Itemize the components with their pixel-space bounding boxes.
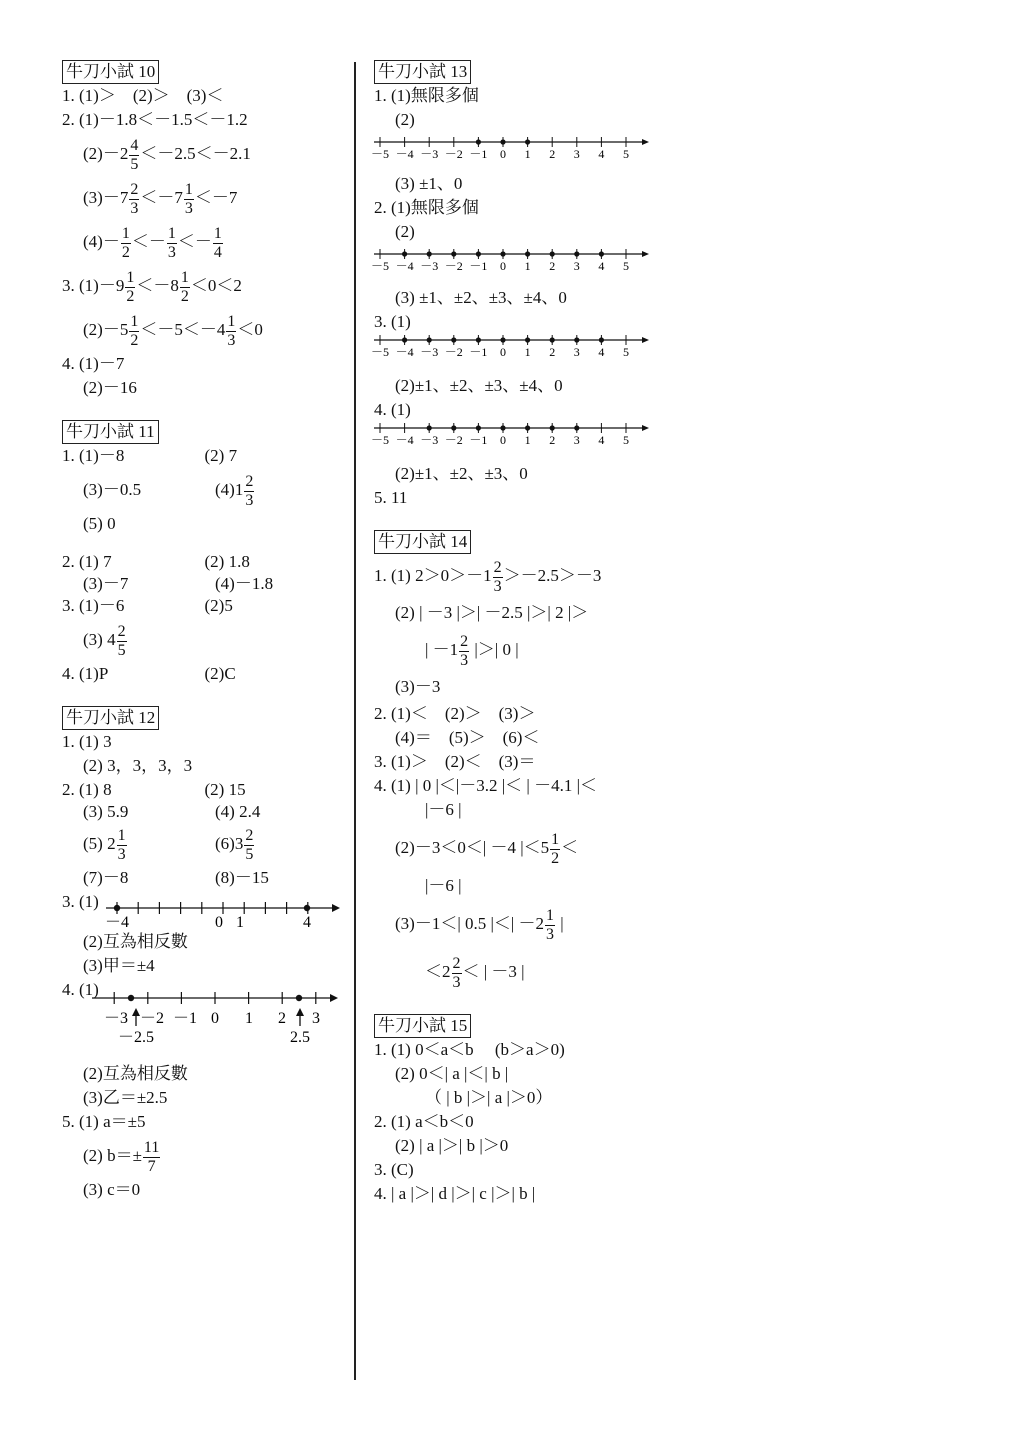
fraction [550, 831, 560, 868]
denominator: 4 [213, 243, 222, 261]
text: |＞| 0 | [470, 640, 519, 659]
tick-label: －5 [370, 345, 390, 359]
tick-label: 2 [549, 259, 556, 273]
tick-label: 4 [303, 914, 311, 931]
numerator: 2 [460, 632, 469, 650]
tick-label: －3 [103, 1010, 129, 1027]
text: ＜－5＜－4 [140, 320, 226, 339]
q11-row [62, 468, 347, 512]
tick-label: 2 [549, 433, 556, 447]
tick-label: 0 [500, 259, 506, 273]
cell: 1. (1)－8 [62, 446, 125, 465]
point [550, 337, 555, 342]
point [451, 425, 456, 430]
tick-label: －2 [139, 1010, 165, 1027]
tick-label: 0 [500, 345, 506, 359]
tick-label: －1 [469, 433, 488, 447]
text: ＜0 [237, 320, 263, 339]
tick-label: 1 [236, 914, 244, 931]
cell: (2) 7 [204, 446, 238, 465]
q11-row [62, 550, 347, 574]
point [402, 337, 407, 342]
q14-a2b: (4)＝ (5)＞ (6)＜ [395, 728, 540, 747]
point [500, 337, 505, 342]
cell: (2)5 [204, 596, 233, 615]
text: ＜－7 [140, 188, 183, 207]
text: ＜2 [425, 962, 451, 981]
q10-answer-2-2 [62, 132, 347, 176]
numerator: 1 [551, 830, 560, 848]
quiz-10 [62, 60, 347, 400]
q12-line: (2) 3，3，3，3 [83, 756, 193, 775]
text: ＜0＜2 [190, 276, 242, 295]
tick-label: －4 [395, 433, 414, 447]
quiz-15 [374, 1014, 664, 1206]
tick-label: 5 [623, 147, 629, 161]
numerator: 11 [143, 1138, 160, 1156]
q10-answer-1: 1. (1)＞ (2)＞ (3)＜ [62, 86, 224, 105]
quiz-11-title: 牛刀小試 11 [62, 420, 159, 444]
q14-a4-3 [374, 898, 664, 950]
q13-number-line-4 [370, 422, 664, 452]
fraction [125, 269, 135, 306]
tick-label: 1 [524, 433, 531, 447]
denominator: 3 [184, 199, 193, 217]
cell: (3)－7 [83, 574, 129, 593]
text: (3)－7 [83, 188, 129, 207]
denominator: 5 [117, 641, 126, 659]
tick-label: 2 [549, 345, 556, 359]
cell: 3. (1)－6 [62, 596, 125, 615]
q12-line: 1. (1) 3 [62, 732, 112, 751]
tick-label: －3 [420, 147, 439, 161]
numerator: 2 [117, 622, 126, 640]
q13-a2-2: (2) [395, 222, 415, 241]
point [296, 995, 302, 1001]
point [114, 905, 120, 911]
q12-row [62, 802, 347, 822]
q13-a4-2: (2)±1、±2、±3、0 [395, 464, 528, 483]
numerator: 1 [213, 224, 222, 242]
q15-a4: 4. | a |＞| d |＞| c |＞| b | [374, 1184, 536, 1203]
cell [215, 468, 347, 512]
q12-q4-3: (3)乙＝±2.5 [83, 1088, 168, 1107]
text: (2)－5 [83, 320, 129, 339]
cell [215, 822, 347, 866]
tick-label: 4 [598, 259, 605, 273]
q14-a4-3b [374, 950, 664, 994]
point [427, 425, 432, 430]
tick-label: 3 [573, 259, 580, 273]
q13-a1: 1. (1)無限多個 [374, 86, 479, 105]
point [550, 251, 555, 256]
tick-label: －2 [444, 259, 463, 273]
tick-label: －2 [444, 345, 463, 359]
numerator: 1 [180, 268, 189, 286]
numerator: 2 [452, 954, 461, 972]
fraction [493, 559, 503, 596]
q13-a5: 5. 11 [374, 488, 408, 507]
q11-row [62, 574, 347, 594]
tick-label: 4 [598, 345, 605, 359]
fraction [143, 1139, 160, 1176]
tick-label: －4 [395, 345, 414, 359]
tick-label: －5 [370, 259, 390, 273]
tick-label: 1 [524, 147, 531, 161]
tick-label: －2 [444, 433, 463, 447]
point [599, 251, 604, 256]
fraction [184, 181, 194, 218]
fraction [213, 225, 223, 262]
denominator: 3 [460, 651, 469, 669]
fraction [129, 181, 139, 218]
fraction [244, 827, 254, 864]
point [525, 337, 530, 342]
quiz-13 [370, 60, 664, 510]
q10-answer-3-1 [62, 264, 347, 308]
q12-q3-label: 3. (1) [62, 892, 99, 911]
denominator: 3 [130, 199, 139, 217]
tick-label: 3 [573, 345, 580, 359]
denominator: 2 [180, 287, 189, 305]
tick-label: －1 [469, 345, 488, 359]
q10-answer-2-3 [62, 176, 347, 220]
tick-label: 5 [623, 345, 629, 359]
fraction [117, 827, 127, 864]
numerator: 2 [493, 558, 502, 576]
fraction [121, 225, 131, 262]
tick-label: －1 [172, 1010, 198, 1027]
quiz-12-title: 牛刀小試 12 [62, 706, 159, 730]
point [128, 995, 134, 1001]
point [476, 425, 481, 430]
cell: 2. (1) 8 [62, 780, 112, 799]
q11-row: (5) 0 [83, 514, 116, 533]
tick-label: 3 [573, 147, 580, 161]
denominator: 7 [147, 1157, 156, 1175]
point [476, 337, 481, 342]
q15-a1-2: (2) 0＜| a |＜| b | [395, 1064, 509, 1083]
text: (3) 4 [83, 630, 116, 649]
q11-row [62, 662, 347, 686]
tick-label: －4 [395, 259, 414, 273]
q15-a1-3: （ | b |＞| a |＞0） [425, 1088, 553, 1107]
q14-a4-2b: |－6 | [425, 876, 462, 895]
q12-q3-3: (3)甲＝±4 [83, 956, 155, 975]
tick-label: 3 [312, 1010, 320, 1027]
tick-label: 0 [500, 433, 506, 447]
q12-row [62, 822, 347, 866]
q10-answer-3-2 [62, 308, 347, 352]
point [525, 251, 530, 256]
quiz-13-title: 牛刀小試 13 [374, 60, 471, 84]
point [451, 337, 456, 342]
numerator: 2 [130, 180, 139, 198]
text: 1. (1) 2＞0＞－1 [374, 566, 492, 585]
cell: (3) 5.9 [83, 802, 129, 821]
tick-label: 1 [245, 1010, 253, 1027]
cell: (2) 15 [204, 780, 246, 799]
q12-q5-1: 5. (1) a＝±5 [62, 1112, 146, 1131]
denominator: 2 [130, 331, 139, 349]
q14-a4-2 [374, 822, 664, 874]
tick-label: 1 [524, 259, 531, 273]
numerator: 1 [167, 224, 176, 242]
tick-label: 2 [549, 147, 556, 161]
point [500, 139, 505, 144]
quiz-11 [62, 420, 347, 686]
q12-q4-2: (2)互為相反數 [83, 1064, 188, 1083]
q13-a2: 2. (1)無限多個 [374, 198, 479, 217]
point [427, 251, 432, 256]
point [525, 139, 530, 144]
denominator: 5 [130, 155, 139, 173]
numerator: 1 [126, 268, 135, 286]
cell: (8)－15 [215, 868, 269, 887]
text: ＜－7 [194, 188, 238, 207]
q12-row [62, 778, 347, 802]
tick-label: 1 [524, 345, 531, 359]
point [304, 905, 310, 911]
q13-a1-3: (3) ±1、0 [395, 174, 463, 193]
cell: (2) 1.8 [204, 552, 250, 571]
numerator: 1 [227, 312, 236, 330]
point [574, 251, 579, 256]
cell: 2. (1) 7 [62, 552, 112, 571]
tick-label: －4 [395, 147, 414, 161]
tick-label: －5 [370, 147, 390, 161]
quiz-14 [374, 530, 664, 994]
fraction [459, 633, 469, 670]
cell: (3)－0.5 [83, 480, 142, 499]
q15-a3: 3. (C) [374, 1160, 414, 1179]
cell: (4) 2.4 [215, 802, 261, 821]
axis-arrow [642, 251, 649, 257]
q15-a1: 1. (1) 0＜a＜b (b＞a＞0) [374, 1040, 565, 1059]
quiz-12 [62, 706, 347, 1202]
q14-a2: 2. (1)＜ (2)＞ (3)＞ [374, 704, 536, 723]
q13-a3-2: (2)±1、±2、±3、±4、0 [395, 376, 563, 395]
tick-label: 3 [573, 433, 580, 447]
q12-q3-2: (2)互為相反數 [83, 932, 188, 951]
q13-a1-2: (2) [395, 110, 415, 129]
text: 3. (1)－9 [62, 276, 125, 295]
text: | [556, 914, 564, 933]
denominator: 3 [227, 331, 236, 349]
text: (6)3 [215, 834, 244, 853]
q14-a1-2b [374, 628, 664, 672]
text: (2) b＝± [83, 1146, 142, 1165]
numerator: 1 [184, 180, 193, 198]
numerator: 1 [130, 312, 139, 330]
q14-a1 [374, 554, 664, 598]
denominator: 3 [167, 243, 176, 261]
numerator: 2 [245, 472, 254, 490]
quiz-15-title: 牛刀小試 15 [374, 1014, 471, 1038]
q13-number-line-1 [370, 136, 664, 166]
tick-label: 0 [500, 147, 506, 161]
fraction [129, 137, 139, 174]
q12-q5-2 [62, 1134, 347, 1178]
fraction [129, 313, 139, 350]
right-column [370, 60, 664, 1206]
text: ＜－ [177, 232, 212, 251]
text: (5) 2 [83, 834, 116, 853]
text: (3)－1＜| 0.5 |＜| －2 [395, 914, 545, 933]
text: ＜－8 [136, 276, 179, 295]
tick-label: 4 [598, 433, 605, 447]
point [599, 337, 604, 342]
tick-label: －3 [420, 345, 439, 359]
denominator: 3 [493, 577, 502, 595]
tick-label: －4 [104, 914, 130, 931]
axis-arrow [642, 425, 649, 431]
text: ＜ [561, 838, 579, 857]
q14-a4: 4. (1) | 0 |＜|－3.2 |＜ | －4.1 |＜ [374, 776, 597, 795]
denominator: 3 [452, 973, 461, 991]
point [574, 337, 579, 342]
cell: 4. (1)P [62, 664, 109, 683]
tick-label: －3 [420, 259, 439, 273]
axis-arrow [642, 139, 649, 145]
cell [62, 822, 215, 866]
point-label: －2.5 [117, 1029, 155, 1046]
point [500, 425, 505, 430]
point [402, 251, 407, 256]
denominator: 3 [117, 845, 126, 863]
q14-a3: 3. (1)＞ (2)＜ (3)＝ [374, 752, 536, 771]
tick-label: －3 [420, 433, 439, 447]
q10-answer-4-2: (2)－16 [83, 378, 137, 397]
q12-number-line-1 [62, 898, 347, 930]
q11-row [62, 618, 347, 662]
text: | －1 [425, 640, 459, 659]
point [500, 251, 505, 256]
tick-label: 5 [623, 433, 629, 447]
fraction [167, 225, 177, 262]
q14-a1-2: (2) | －3 |＞| －2.5 |＞| 2 |＞ [395, 603, 589, 622]
point [550, 425, 555, 430]
numerator: 1 [121, 224, 130, 242]
cell: (7)－8 [83, 868, 129, 887]
q10-answer-2-4 [62, 220, 347, 264]
tick-label: 2 [278, 1010, 286, 1027]
point [574, 425, 579, 430]
quiz-14-title: 牛刀小試 14 [374, 530, 471, 554]
tick-label: －2 [444, 147, 463, 161]
numerator: 1 [546, 906, 555, 924]
q13-a4: 4. (1) [374, 400, 411, 419]
denominator: 2 [121, 243, 130, 261]
fraction [244, 473, 254, 510]
fraction [180, 269, 190, 306]
q12-q4-label: 4. (1) [62, 980, 99, 999]
fraction [117, 623, 127, 660]
tick-label: 0 [211, 1010, 219, 1027]
point [451, 251, 456, 256]
q11-row [62, 594, 347, 618]
q12-row [62, 866, 347, 890]
denominator: 2 [551, 849, 560, 867]
q13-a3: 3. (1) [374, 312, 411, 331]
point [476, 251, 481, 256]
text: (4)1 [215, 480, 244, 499]
q13-number-line-2 [370, 248, 664, 278]
tick-label: 5 [623, 259, 629, 273]
q11-row [62, 444, 347, 468]
text: (4)－ [83, 232, 120, 251]
q15-a2-2: (2) | a |＞| b |＞0 [395, 1136, 509, 1155]
fraction [226, 313, 236, 350]
point [525, 425, 530, 430]
numerator: 1 [117, 826, 126, 844]
quiz-10-title: 牛刀小試 10 [62, 60, 159, 84]
point-label: 2.5 [290, 1029, 310, 1046]
text: ＞－2.5＞－3 [503, 566, 602, 585]
cell: (2)C [204, 664, 236, 683]
numerator: 4 [130, 136, 139, 154]
q13-number-line-3 [370, 334, 664, 364]
q12-q5-3: (3) c＝0 [83, 1180, 141, 1199]
tick-label: －1 [469, 259, 488, 273]
cell: (4)－1.8 [215, 574, 274, 593]
left-column [62, 60, 347, 1202]
text: ＜－2.5＜－2.1 [140, 144, 251, 163]
denominator: 3 [546, 925, 555, 943]
text: ＜－ [131, 232, 166, 251]
q10-answer-2-1: 2. (1)－1.8＜－1.5＜－1.2 [62, 110, 248, 129]
numerator: 2 [245, 826, 254, 844]
q12-number-line-2 [62, 990, 347, 1052]
point [476, 139, 481, 144]
q13-a2-3: (3) ±1、±2、±3、±4、0 [395, 288, 567, 307]
q10-answer-4-1: 4. (1)－7 [62, 354, 125, 373]
denominator: 2 [126, 287, 135, 305]
point [427, 337, 432, 342]
q14-a1-3: (3)－3 [395, 677, 441, 696]
column-divider [354, 62, 356, 1380]
tick-label: 4 [598, 147, 605, 161]
denominator: 3 [245, 491, 254, 509]
tick-label: －1 [469, 147, 488, 161]
axis-arrow [642, 337, 649, 343]
tick-label: 0 [215, 914, 223, 931]
text: ＜ | －3 | [462, 962, 525, 981]
fraction [452, 955, 462, 992]
tick-label: －5 [370, 433, 390, 447]
q14-a4b: |－6 | [425, 800, 462, 819]
denominator: 5 [245, 845, 254, 863]
text: (2)－2 [83, 144, 129, 163]
text: (2)－3＜0＜| －4 |＜5 [395, 838, 550, 857]
q15-a2: 2. (1) a＜b＜0 [374, 1112, 474, 1131]
fraction [545, 907, 555, 944]
